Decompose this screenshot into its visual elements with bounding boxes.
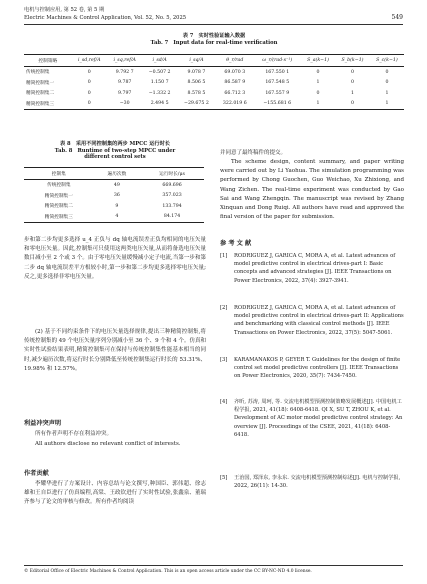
reference-number: [2] bbox=[220, 305, 228, 311]
reference-text: RODRIGUEZ J, GARICA C, MORA A, et al. Latest advances of model predictive control in electrical drives-part I: Basic concepts and advanced strategies [J]. IEEE Transactions on Power Electronics, 2022, 37(4): 3927-3941. bbox=[234, 253, 396, 284]
table-cell: 1 bbox=[385, 90, 389, 96]
table-cell: 0 bbox=[316, 90, 320, 96]
table7-header: S_c(k−1) bbox=[370, 55, 404, 67]
table-row bbox=[24, 201, 204, 212]
contrib-text-en: The scheme design, content summary, and paper writing were carried out by Li Yaohua. The simulation programming was performed by Chong Guochen, Guo Weichao, Xu Zhixiong, and Wang Zichen. The real-time experiment was conducted by Gao Sai and Wang Zhengqin. The manuscript was revised by Zhang Xinquan and Dong Ruiqi. All authors have read and approved the final version of the paper for submission. bbox=[220, 159, 404, 221]
table-cell: 0 bbox=[87, 90, 91, 96]
table-cell: 69.070 3 bbox=[224, 69, 246, 75]
reference-number: [4] bbox=[220, 399, 228, 405]
table-cell: 精简控制集一 bbox=[26, 80, 55, 86]
table-cell: 0 bbox=[351, 69, 355, 75]
table-row bbox=[24, 78, 404, 89]
table-cell: 167.550 1 bbox=[265, 69, 290, 75]
table-cell: 1.150 7 bbox=[150, 80, 169, 86]
table-cell: 1 bbox=[351, 90, 355, 96]
table-cell: 9.792 7 bbox=[115, 69, 134, 75]
table-cell: 0 bbox=[351, 80, 355, 86]
table7-header: i_sq/A bbox=[177, 55, 216, 67]
table7 bbox=[24, 54, 404, 110]
reference-text: 王治国, 郑泽东, 李永东. 交流电机模型预测控制综述[J]. 电机与控制学报, 2022, 26(11): 14-30. bbox=[234, 475, 401, 490]
table-row bbox=[24, 212, 204, 223]
footer-text: © Editorial Office of Electric Machines & Control Application. This is an open access article under the CC BY-NC-ND 4.0 license. bbox=[24, 569, 312, 574]
reference-number: [1] bbox=[220, 253, 228, 259]
table7-header: ω_r/(rad·s⁻¹) bbox=[254, 55, 301, 67]
table7-header: i_sq,ref/A bbox=[107, 55, 142, 67]
table7-header: S_b(k−1) bbox=[335, 55, 370, 67]
table-cell: −29.675 2 bbox=[177, 99, 216, 110]
footer-rule bbox=[24, 565, 403, 566]
table8-caption-en1: Tab. 8 Runtime of two-step MPCC under bbox=[54, 147, 176, 154]
journal-name-cn: 电机与控制应用, 第 52 卷, 第 5 期 bbox=[24, 7, 105, 13]
table-cell: 9.787 bbox=[117, 80, 132, 86]
table-cell: −30 bbox=[107, 99, 142, 110]
table7-header: 控制策略 bbox=[24, 55, 72, 67]
references-heading: 参 考 文 献 bbox=[220, 240, 252, 247]
table-cell: 84.174 bbox=[140, 212, 204, 223]
table-cell: 669.696 bbox=[162, 182, 182, 188]
reference-item bbox=[220, 474, 404, 490]
header-rule bbox=[24, 24, 403, 25]
table-cell: 4 bbox=[94, 212, 140, 223]
reference-text: 齐昕, 苏涛, 周珂, 等. 交流电机模型预测控制策略发展概述[J]. 中国电机工程学报, 2021, 41(18): 6408-6418. QI X, SU T, ZHOU K, et al. Development of AC motor model predictive control strategy: An overview [J]. Proceedings of the CSEE, 2021, 41(18): 6408-6418. bbox=[234, 399, 403, 438]
table-cell: 167.548 5 bbox=[265, 80, 290, 86]
table-cell: −0.507 2 bbox=[148, 69, 171, 75]
reference-number: [5] bbox=[220, 475, 228, 481]
table-cell: 传统控制集 bbox=[26, 70, 50, 76]
table7-caption-en: Tab. 7 Input data for real-time verification bbox=[150, 39, 278, 46]
table-cell: 精简控制集一 bbox=[44, 193, 73, 199]
table-row bbox=[24, 88, 404, 99]
reference-text: KARAMANAKOS P, GEYER T. Guidelines for the design of finite control set model predictive controllers [J]. IEEE Transactions on Power Electronics, 2020, 35(7): 7434-7450. bbox=[234, 357, 401, 380]
table-cell: 传统控制集 bbox=[47, 183, 71, 189]
table-cell: 1 bbox=[370, 99, 404, 110]
reference-item bbox=[220, 356, 404, 381]
running-header bbox=[24, 6, 403, 22]
table-cell: 9 bbox=[115, 203, 119, 209]
table8 bbox=[24, 167, 204, 223]
table-cell: 8.578 5 bbox=[187, 90, 206, 96]
table7-caption bbox=[24, 33, 404, 46]
conflict-heading: 利益冲突声明 bbox=[24, 420, 62, 427]
table-row bbox=[24, 180, 204, 191]
table-cell: 0 bbox=[316, 69, 320, 75]
table-cell: 9.078 7 bbox=[187, 69, 206, 75]
table-cell: 1 bbox=[301, 99, 335, 110]
table-row bbox=[24, 191, 204, 202]
contrib-heading: 作者贡献 bbox=[24, 470, 49, 477]
table7-header: θ_r/rad bbox=[216, 55, 254, 67]
table-cell: 133.794 bbox=[162, 203, 182, 209]
table-cell: 精简控制集三 bbox=[24, 212, 94, 223]
table8-caption-en2: different control sets bbox=[84, 154, 146, 161]
journal-name-en: Electric Machines & Control Application, Vol. 52, No. 5, 2025 bbox=[24, 15, 187, 21]
table7-header: i_sd/A bbox=[142, 55, 176, 67]
reference-item bbox=[220, 252, 404, 285]
reference-item bbox=[220, 304, 404, 337]
table8-header: 运行时长/μs bbox=[140, 168, 204, 180]
conflict-text-cn: 所有作者声明不存在利益冲突。 bbox=[35, 431, 113, 437]
table-cell: 8.506 5 bbox=[187, 80, 206, 86]
reference-number: [3] bbox=[220, 357, 228, 363]
page-number: 549 bbox=[391, 14, 403, 21]
table-cell: −155.681 6 bbox=[254, 99, 301, 110]
table-cell: 36 bbox=[113, 193, 120, 199]
table-cell: 0 bbox=[335, 99, 370, 110]
table-cell: 精简控制集二 bbox=[26, 91, 55, 97]
table8-header: 控制集 bbox=[24, 168, 94, 180]
table8-caption-cn: 表 8 采用不同控制集的两步 MPCC 运行时长 bbox=[60, 141, 170, 147]
license-footer bbox=[24, 569, 403, 575]
table-cell: 9.797 bbox=[117, 90, 132, 96]
body-paragraph: (2) 基于不同约束条件下的电压矢量选择规律,提出三种精简控制集,将传统控制集的 49 个电压矢量序列分别减小至 36 个、9 个和 4 个。仿真和实时性试验结果表明,精简控制集可在保持与传统控制集性能基本相当的同时,减少遍历次数,将运行时长分别降低至传统控制集运行时长的 53.31%、19.98% 和 12.57%。 bbox=[24, 329, 206, 372]
reference-item bbox=[220, 398, 404, 439]
contrib-text: 李耀华进行了方案设计、内容总结与论文撰写,种国臣、郭伟超、徐志雄和王自臣进行了仿真编程,高棠、王政钦进行了实时性试验,张鑫泉、董瑞齐参与了论文的审核与修改。所有作者均阅读 bbox=[24, 481, 206, 506]
table-cell: 0 bbox=[87, 80, 91, 86]
table-cell: 357.023 bbox=[162, 193, 182, 199]
table-cell: 0 bbox=[87, 69, 91, 75]
table-cell: −1.332 2 bbox=[148, 90, 171, 96]
table-cell: 66.712 3 bbox=[224, 90, 246, 96]
table-cell: 86.587 9 bbox=[224, 80, 246, 86]
table-cell: 0 bbox=[72, 99, 107, 110]
table-cell: 0 bbox=[385, 69, 389, 75]
table-cell: 322.019 6 bbox=[216, 99, 254, 110]
body-paragraph: 步和第二步均更多选择 u_4 正负与 dq 轴电流误差正负均相同的电压矢量和零电压矢量。因此,控制集可只使用这两类电压矢量,从而将备选电压矢量数目减小至 2 个或 3 个。由于零电压矢量缓慢减小定子电流,当第一步和第二步 dq 轴电流误差平方根较小时,第一步和第二步均更多选择零电压矢量;反之,更多选择非零电压矢量。 bbox=[24, 237, 206, 280]
reference-text: RODRIGUEZ J, GARICA C, MORA A, et al. Latest advances of model predictive control in electrical drives-part II: Applications and benchmarking with classical control methods [J]. IEEE Transactions on Power Electronics, 2022, 37(5): 5047-5061. bbox=[234, 305, 404, 336]
table-cell: 1 bbox=[316, 80, 320, 86]
table7-caption-cn: 表 7 实时性验证输入数据 bbox=[182, 33, 246, 39]
table8-header: 遍历次数 bbox=[94, 168, 140, 180]
table-row bbox=[24, 99, 404, 110]
table-row bbox=[24, 67, 404, 78]
table-cell: 49 bbox=[113, 182, 120, 188]
table-cell: 167.557 9 bbox=[265, 90, 290, 96]
table8-caption bbox=[24, 141, 206, 161]
conflict-text-en: All authors disclose no relevant conflict of interests. bbox=[35, 441, 181, 447]
table7-header: S_a(k−1) bbox=[301, 55, 335, 67]
table-cell: 精简控制集三 bbox=[24, 99, 72, 110]
table-cell: 0 bbox=[385, 80, 389, 86]
table-cell: 2.494 5 bbox=[142, 99, 176, 110]
table7-header: i_sd,ref/A bbox=[72, 55, 107, 67]
body-paragraph: 并同意了最终稿件的提交。 bbox=[220, 150, 287, 156]
table-cell: 精简控制集二 bbox=[44, 204, 73, 210]
